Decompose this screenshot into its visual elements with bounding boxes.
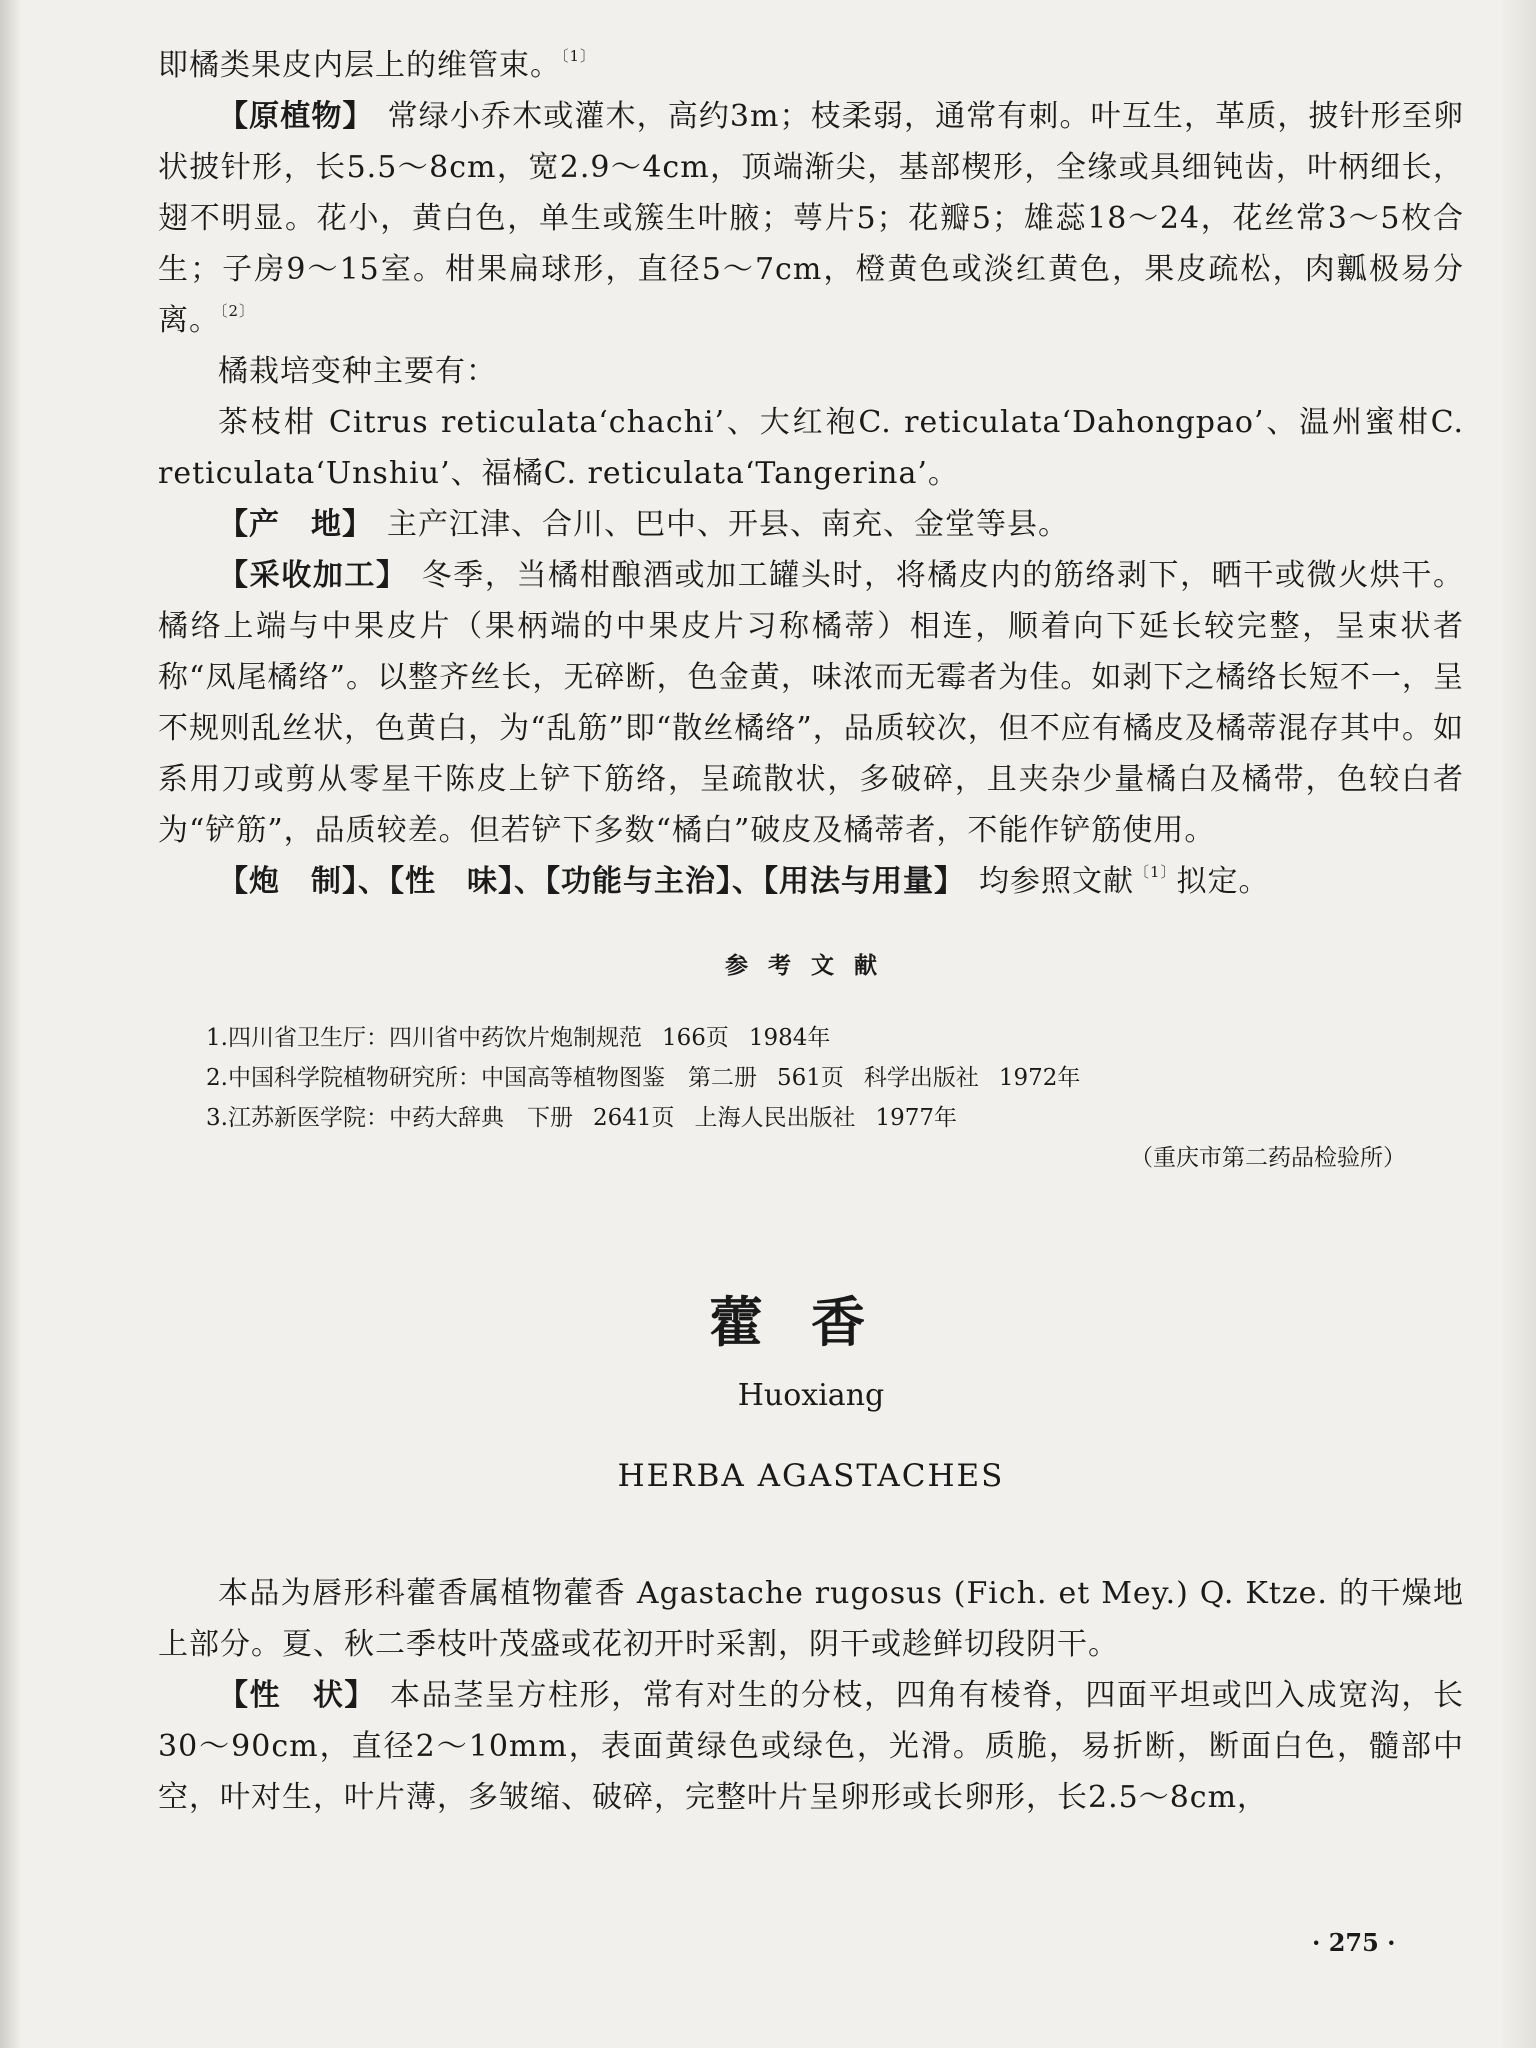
page-number: · 275 · — [1312, 1928, 1396, 1957]
paragraph-harvest-processing — [158, 550, 1464, 856]
reference-source: 中国科学院植物研究所：中国高等植物图鉴 第二册 — [227, 1065, 757, 1091]
citation-ref: 〔1〕 — [561, 47, 597, 65]
paragraph-text: 本品茎呈方柱形，常有对生的分枝，四角有棱脊，四面平坦或凹入成宽沟，长30～90cm，直径2～10mm，表面黄绿色或绿色，光滑。质脆，易折断，断面白色，髓部中空，叶对生，叶片薄，多皱缩、破碎，完整叶片呈卵形或长卵形，长2.5～8cm， — [158, 1678, 1465, 1815]
entry-latin-name: HERBA AGASTACHES — [617, 1458, 1005, 1494]
reference-source: 四川省卫生厅：四川省中药饮片炮制规范 — [227, 1025, 642, 1051]
reference-number: 1. — [206, 1025, 228, 1051]
paragraph-text: 茶枝柑 Citrus reticulata‘chachi’、大红袍C. reticulata‘Dahongpao’、温州蜜柑C. reticulata‘Unshiu’、福橘C. reticulata‘Tangerina’。 — [158, 405, 1464, 491]
paragraph-text: 均参照文献 — [979, 864, 1134, 899]
page-content — [158, 40, 1464, 1823]
paragraph-herb-source — [158, 1568, 1464, 1670]
reference-publisher: 科学出版社 — [863, 1065, 979, 1091]
entry-title: 藿香 — [709, 1290, 913, 1354]
section-heading: 【产 地】 — [218, 507, 373, 542]
paragraph-text: 橘栽培变种主要有： — [218, 354, 497, 389]
paragraph-cultivars-list — [158, 397, 1464, 499]
page-gutter-shadow — [0, 0, 22, 2048]
paragraph-processing-properties — [158, 856, 1464, 907]
paragraph-origin — [158, 499, 1464, 550]
section-heading: 【性 状】 — [218, 1678, 377, 1713]
reference-year: 1984年 — [748, 1025, 831, 1051]
citation-ref: 〔1〕 — [1134, 863, 1177, 881]
entry-body — [158, 1568, 1464, 1823]
page-edge-shadow — [1500, 0, 1536, 2048]
reference-item — [206, 1058, 1464, 1098]
reference-year: 1977年 — [875, 1105, 958, 1131]
reference-item — [206, 1098, 1464, 1138]
reference-item — [206, 1018, 1464, 1058]
reference-number: 3. — [206, 1105, 228, 1131]
paragraph-text: 冬季，当橘柑酿酒或加工罐头时，将橘皮内的筋络剥下，晒干或微火烘干。橘络上端与中果皮片（果柄端的中果皮片习称橘蒂）相连，顺着向下延长较完整，呈束状者称“凤尾橘络”。以整齐丝长，无碎断，色金黄，味浓而无霉者为佳。如剥下之橘络长短不一，呈不规则乱丝状，色黄白，为“乱筋”即“散丝橘络”，品质较次，但不应有橘皮及橘蒂混存其中。如系用刀或剪从零星干陈皮上铲下筋络，呈疏散状，多破碎，且夹杂少量橘白及橘带，色较白者为“铲筋”，品质较差。但若铲下多数“橘白”破皮及橘蒂者，不能作铲筋使用。 — [158, 558, 1465, 848]
section-heading: 【采收加工】 — [218, 558, 408, 593]
reference-year: 1972年 — [998, 1065, 1081, 1091]
paragraph-vascular-bundle — [158, 40, 1464, 91]
section-heading: 【原植物】 — [218, 99, 374, 134]
entry-pinyin: Huoxiang — [737, 1378, 885, 1413]
citation-ref: 〔2〕 — [220, 302, 256, 320]
reference-pages: 2641页 — [592, 1105, 675, 1131]
references-list — [158, 1018, 1464, 1178]
author-affiliation: （重庆市第二药品检验所） — [1130, 1145, 1406, 1171]
reference-pages: 561页 — [776, 1065, 844, 1091]
paragraph-text: 常绿小乔木或灌木，高约3m；枝柔弱，通常有刺。叶互生，革质，披针形至卵状披针形，长5.5～8cm，宽2.9～4cm，顶端渐尖，基部楔形，全缘或具细钝齿，叶柄细长，翅不明显。花小，黄白色，单生或簇生叶腋；萼片5；花瓣5；雄蕊18～24，花丝常3～5枚合生；子房9～15室。柑果扁球形，直径5～7cm，橙黄色或淡红黄色，果皮疏松，肉瓤极易分离。 — [158, 99, 1464, 338]
paragraph-text: 本品为唇形科藿香属植物藿香 Agastache rugosus (Fich. et Mey.) Q. Ktze. 的干燥地上部分。夏、秋二季枝叶茂盛或花初开时采割，阴干或趁鲜切段阴干。 — [158, 1576, 1464, 1662]
section-heading: 【炮 制】、【性 味】、【功能与主治】、【用法与用量】 — [218, 864, 965, 899]
reference-source: 江苏新医学院：中药大辞典 下册 — [227, 1105, 573, 1131]
paragraph-original-plant — [158, 91, 1464, 346]
reference-publisher: 上海人民出版社 — [694, 1105, 856, 1131]
paragraph-cultivars-intro — [158, 346, 1464, 397]
reference-number: 2. — [206, 1065, 228, 1091]
paragraph-text: 主产江津、合川、巴中、开县、南充、金堂等县。 — [387, 507, 1069, 542]
paragraph-text: 即橘类果皮内层上的维管束。 — [158, 48, 561, 83]
references-title: 参考文献 — [725, 953, 897, 979]
paragraph-text-tail: 拟定。 — [1176, 864, 1270, 899]
reference-pages: 166页 — [661, 1025, 729, 1051]
paragraph-herb-characteristics — [158, 1670, 1464, 1823]
